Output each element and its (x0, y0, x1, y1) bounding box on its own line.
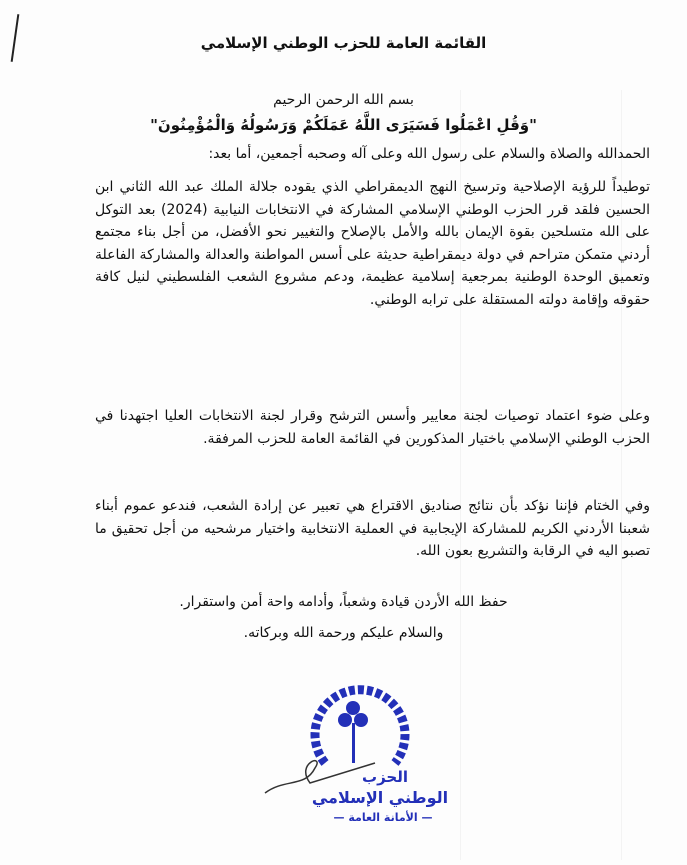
document-title: القائمة العامة للحزب الوطني الإسلامي (200, 34, 487, 52)
paragraph-3: وفي الختام فإننا نؤكد بأن نتائج صناديق الاقتراع هي تعبير عن إرادة الشعب، فندعو عموم أبناء شعبنا الأردني الكريم للمشاركة الإيجابية في العملية الانتخابية واختيار مرشحيه من أجل تحقيق ما تصبو اليه في الرقابة والتشريع بعون الله. (95, 498, 650, 560)
closing-prayer: حفظ الله الأردن قيادة وشعباً، وأدامه واحة أمن واستقرار. (179, 594, 508, 610)
flower-icon (338, 701, 368, 763)
party-seal: الحزب الوطني الإسلامي — الأمانة العامة — (255, 668, 455, 828)
closing-salutation: والسلام عليكم ورحمة الله وبركاته. (243, 625, 444, 641)
basmala: بسم الله الرحمن الرحيم (273, 92, 414, 108)
paragraph-2: وعلى ضوء اعتماد توصيات لجنة معايير وأسس الترشح وقرار لجنة الانتخابات العليا اجتهدنا في الحزب الوطني الإسلامي باختيار المذكورين في القائمة العامة للحزب المرفقة. (95, 408, 650, 447)
greeting: الحمدالله والصلاة والسلام على رسول الله وعلى آله وصحبه أجمعين، أما بعد: (208, 146, 650, 162)
paragraph-1: توطيداً للرؤية الإصلاحية وترسيخ النهج الديمقراطي الذي يقوده جلالة الملك عبد الله الثاني ابن الحسين فلقد قرر الحزب الوطني الإسلامي المشاركة في الانتخابات النيابية (2024) بعد التوكل على الله متسلحين بقوة الإيمان بالله والأمل بالإصلاح والتغيير نحو الأفضل، من أجل بناء مجتمع أردني متمكن متراحم في دولة ديمقراطية حديثة على أسس المواطنة والعدالة والمشاركة الفاعلة وتعميق الوحدة الوطنية بمرجعية إسلامية عظيمة، ودعم مشروع الشعب الفلسطيني لنيل كافة حقوقه وإقامة دولته المستقلة على ترابه الوطني. (95, 179, 651, 308)
quran-verse: "وَقُلِ اعْمَلُوا فَسَيَرَى اللَّهُ عَمَلَكُمْ وَرَسُولُهُ وَالْمُؤْمِنُونَ" (150, 116, 537, 134)
